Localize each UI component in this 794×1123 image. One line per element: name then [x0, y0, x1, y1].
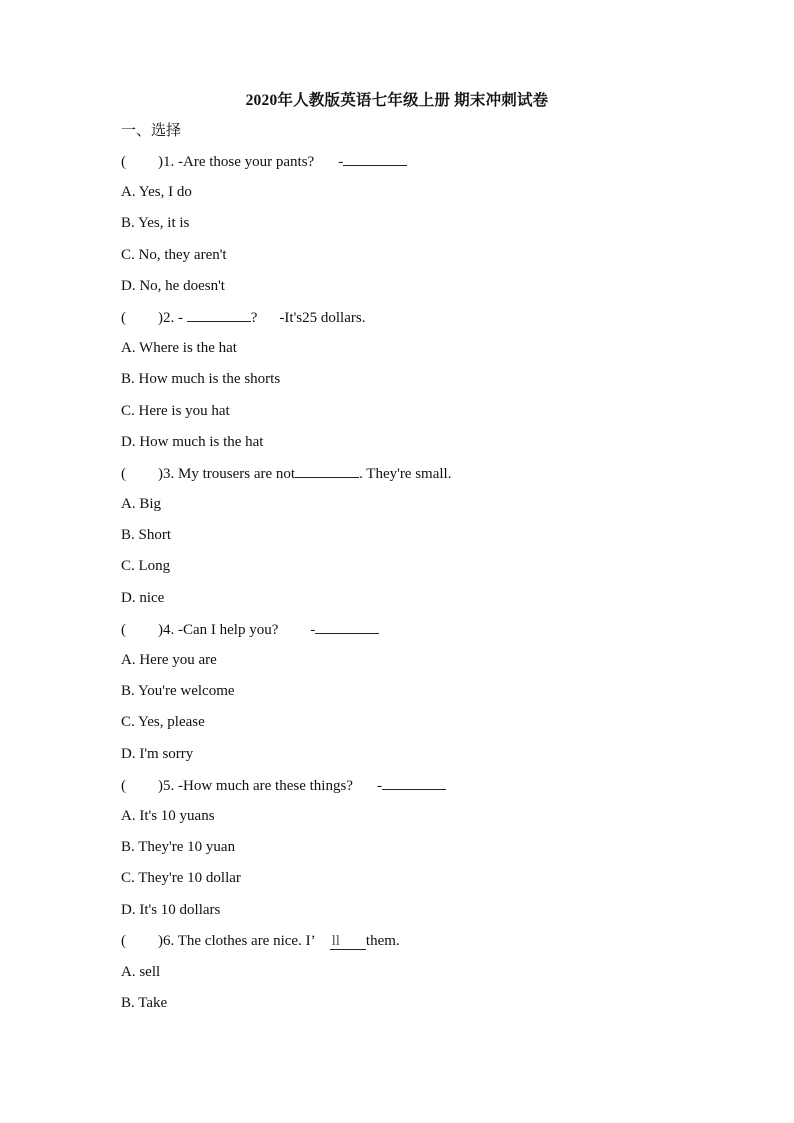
option: A. sell [121, 963, 161, 980]
question-text: - [376, 777, 382, 794]
filled-blank: ll [330, 933, 366, 950]
option: D. I'm sorry [121, 745, 194, 762]
question-text: them. [365, 932, 400, 949]
answer-paren: ( [121, 621, 126, 638]
question-text: )2. - [158, 309, 187, 326]
question-text: )3. My trousers are not [158, 465, 296, 482]
question-text: - [338, 154, 344, 170]
option: B. You're welcome [121, 683, 235, 700]
question-stem-5 [121, 774, 451, 805]
page-title: 2020年人教版英语七年级上册 期末冲刺试卷 [245, 92, 549, 109]
option: D. No, he doesn't [121, 277, 225, 294]
option: A. It's 10 yuans [121, 807, 215, 824]
section-heading: 一、选择 [121, 123, 182, 139]
question-stem-1 [121, 150, 451, 181]
question-stem-4 [121, 618, 451, 649]
option: D. It's 10 dollars [121, 901, 221, 918]
question-list [121, 150, 451, 1023]
answer-paren: ( [121, 154, 126, 170]
question-stem-3 [121, 462, 451, 493]
answer-paren: ( [121, 309, 126, 326]
question-text: )1. -Are those your pants? [158, 154, 315, 170]
answer-blank [382, 774, 446, 790]
question-text: . They're small. [359, 465, 452, 482]
question-stem-6 [121, 930, 451, 961]
question-text: )6. The clothes are nice. I’ [158, 932, 316, 949]
option: B. How much is the shorts [121, 371, 281, 388]
answer-paren: ( [121, 932, 126, 949]
option: B. Take [121, 995, 168, 1012]
question-text: - [310, 621, 316, 638]
question-text: ? [250, 309, 258, 326]
question-text: )4. -Can I help you? [158, 621, 279, 638]
option: C. They're 10 dollar [121, 870, 241, 887]
option: C. No, they aren't [121, 246, 227, 263]
answer-blank [187, 306, 251, 322]
option: A. Yes, I do [121, 184, 192, 201]
option: B. Short [121, 527, 172, 544]
option: D. How much is the hat [121, 433, 264, 450]
option: C. Long [121, 558, 171, 575]
option: D. nice [121, 589, 165, 606]
option: A. Here you are [121, 652, 217, 668]
question-text: -It's25 dollars. [279, 309, 366, 326]
option: A. Big [121, 496, 162, 513]
question-text: )5. -How much are these things? [158, 777, 353, 794]
option: B. Yes, it is [121, 215, 190, 232]
answer-blank [343, 150, 407, 166]
answer-paren: ( [121, 777, 126, 794]
option: A. Where is the hat [121, 340, 237, 357]
answer-blank [295, 462, 359, 478]
answer-blank [315, 618, 379, 634]
option: B. They're 10 yuan [121, 839, 236, 856]
option: C. Here is you hat [121, 402, 230, 419]
question-stem-2 [121, 306, 451, 337]
answer-paren: ( [121, 465, 126, 482]
option: C. Yes, please [121, 714, 205, 731]
